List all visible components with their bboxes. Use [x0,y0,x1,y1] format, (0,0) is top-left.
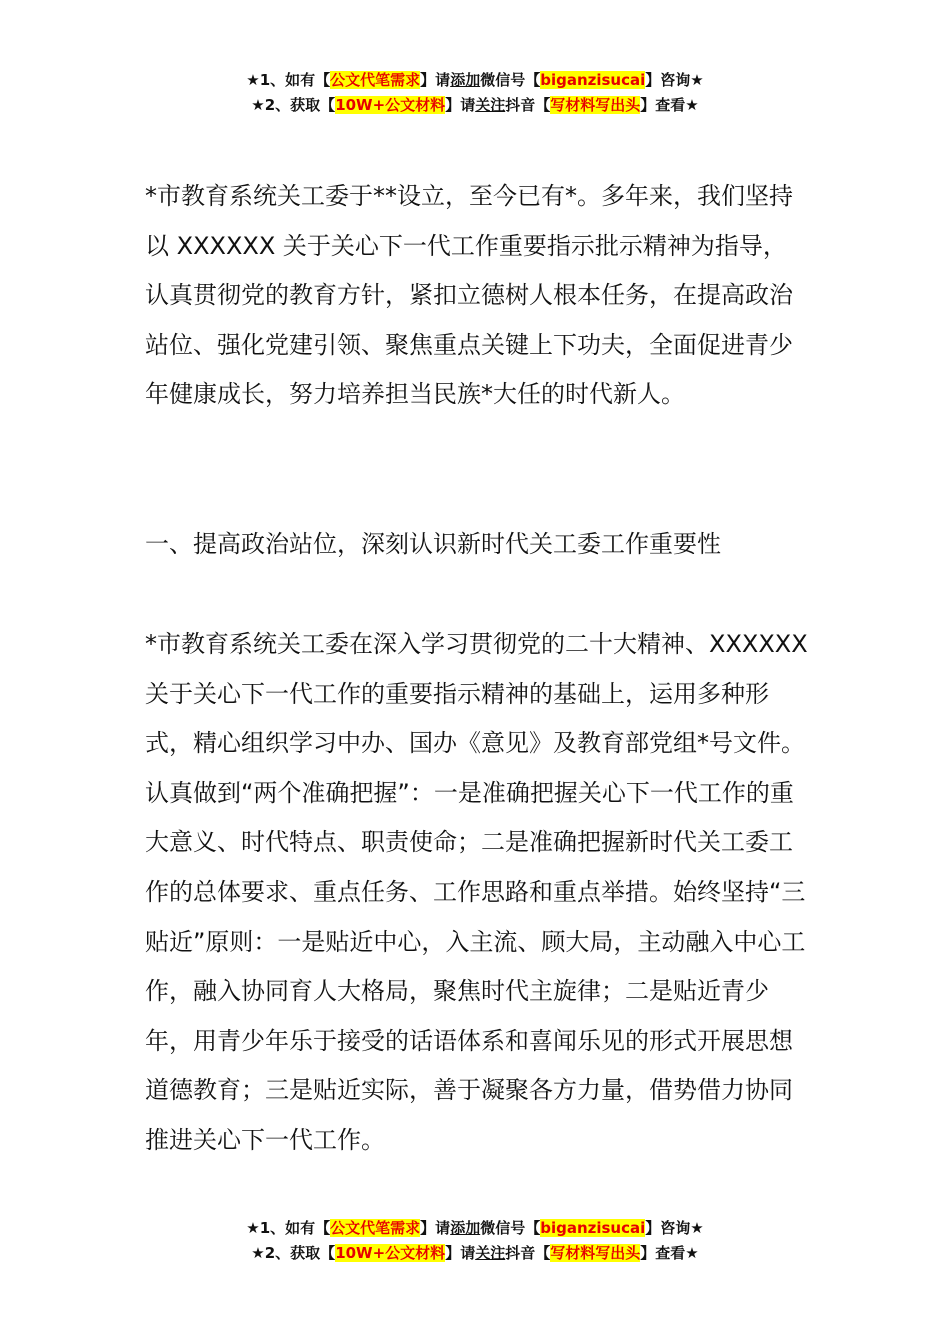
banner-text: ★1、如有【 [246,1219,331,1237]
banner-line-2 [0,93,950,118]
footer-banner [0,1216,950,1266]
banner-add-text: 添加 [450,71,481,89]
highlight-douyin: 写材料写出头 [550,96,641,114]
highlight-douyin: 写材料写出头 [550,1244,641,1262]
section-heading-1: 一、提高政治站位，深刻认识新时代关工委工作重要性 [145,530,721,558]
banner-text: 】查看★ [640,96,699,114]
banner-text: 】请 [445,96,476,114]
banner-text: 】查看★ [640,1244,699,1262]
paragraph-intro: *市教育系统关工委于**设立，至今已有*。多年来，我们坚持以 XXXXXX 关于关心下一代工作重要指示批示精神为指导，认真贯彻党的教育方针，紧扣立德树人根本任务，在提高政治站位、强化党建引领、聚焦重点关键上下功夫，全面促进青少年健康成长，努力培养担当民族*大任的时代新人。 [145,182,793,409]
banner-line-2 [0,1241,950,1266]
banner-text: 抖音【 [505,1244,551,1262]
banner-text: ★2、获取【 [251,1244,336,1262]
banner-follow-text: 关注 [475,96,506,114]
highlight-service: 公文代笔需求 [330,1219,421,1237]
highlight-materials: 10W+公文材料 [335,96,446,114]
paragraph-section-1: *市教育系统关工委在深入学习贯彻党的二十大精神、XXXXXX 关于关心下一代工作的重要指示精神的基础上，运用多种形式，精心组织学习中办、国办《意见》及教育部党组*号文件。认真做到“两个准确把握”：一是准确把握关心下一代工作的重大意义、时代特点、职责使命；二是准确把握新时代关工委工作的总体要求、重点任务、工作思路和重点举措。始终坚持“三贴近”原则：一是贴近中心，入主流、顾大局，主动融入中心工作，融入协同育人大格局，聚焦时代主旋律；二是贴近青少年，用青少年乐于接受的话语体系和喜闻乐见的形式开展思想道德教育；三是贴近实际，善于凝聚各方力量，借势借力协同推进关心下一代工作。 [145,630,808,1154]
banner-add-text: 添加 [450,1219,481,1237]
banner-line-1 [0,1216,950,1241]
highlight-wechat-id: biganzisucai [540,71,646,89]
highlight-materials: 10W+公文材料 [335,1244,446,1262]
banner-text: ★2、获取【 [251,96,336,114]
banner-line-1 [0,68,950,93]
banner-text: 】请 [420,1219,451,1237]
banner-text: 微信号【 [480,1219,541,1237]
highlight-wechat-id: biganzisucai [540,1219,646,1237]
banner-text: 】请 [445,1244,476,1262]
highlight-service: 公文代笔需求 [330,71,421,89]
banner-text: ★1、如有【 [246,71,331,89]
banner-text: 】咨询★ [645,1219,704,1237]
banner-text: 抖音【 [505,96,551,114]
banner-follow-text: 关注 [475,1244,506,1262]
header-banner [0,68,950,118]
banner-text: 】请 [420,71,451,89]
banner-text: 微信号【 [480,71,541,89]
banner-text: 】咨询★ [645,71,704,89]
